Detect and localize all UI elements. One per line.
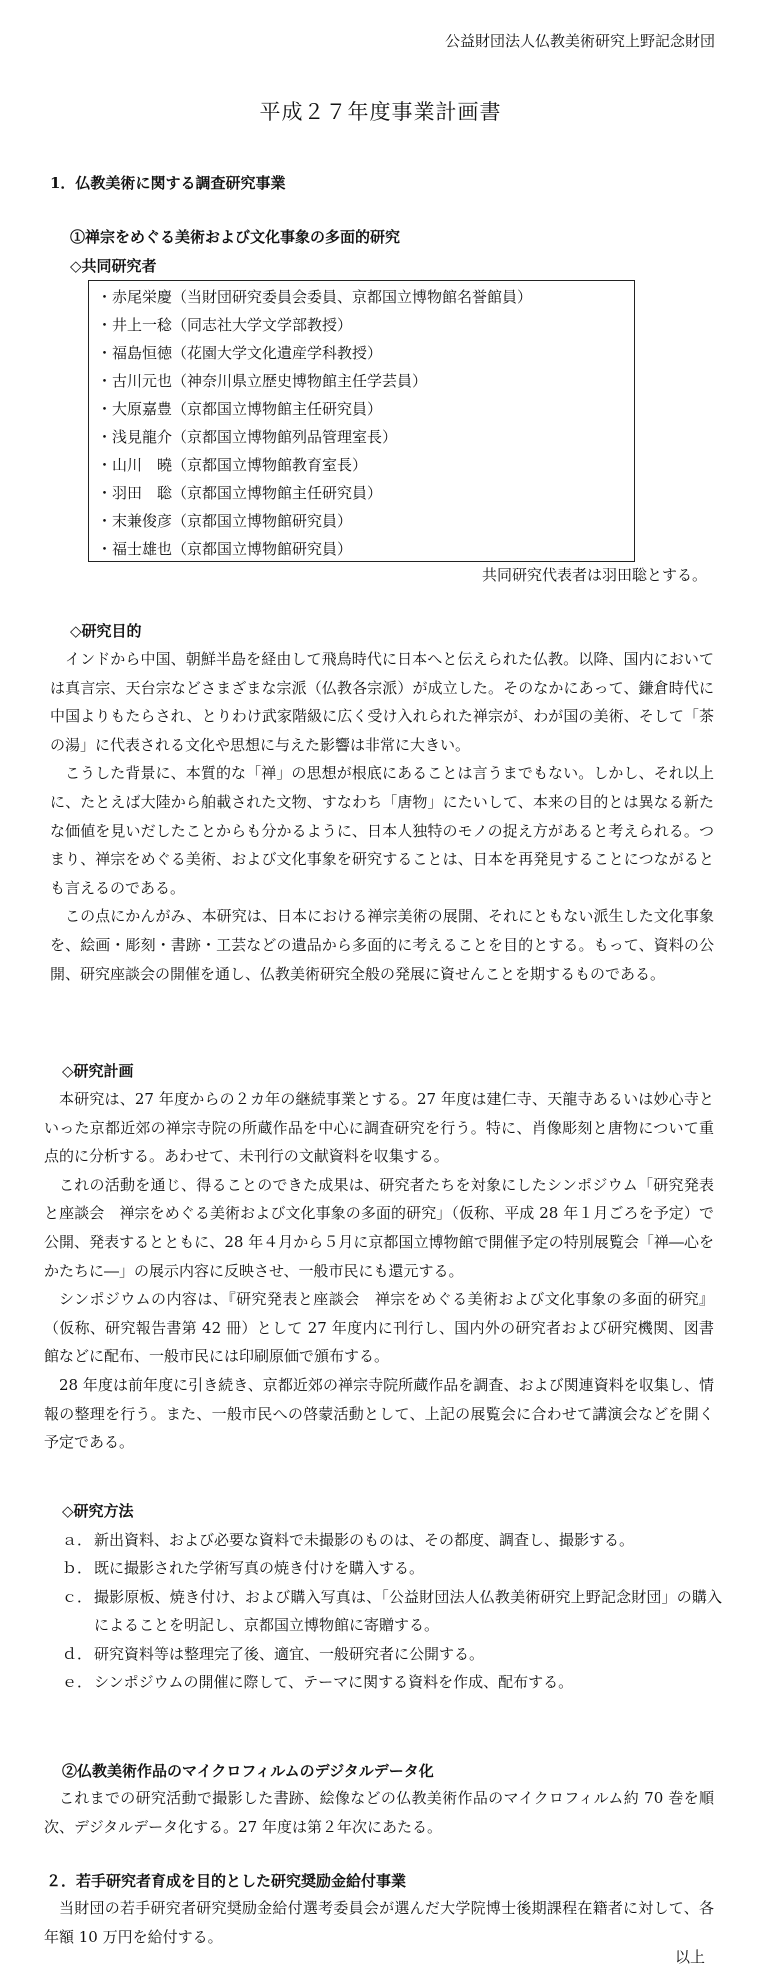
representative-note: 共同研究代表者は羽田聡とする。 xyxy=(481,566,707,584)
subsection-2-paragraph: これまでの研究活動で撮影した書跡、絵像などの仏教美術作品のマイクロフィルム約 70 巻を順次、デジタルデータ化する。27 年度は第２年次にあたる。 xyxy=(44,1789,714,1836)
subsection-1-heading: ①禅宗をめぐる美術および文化事象の多面的研究 xyxy=(70,228,401,246)
subsection-2-heading: ②仏教美術作品のマイクロフィルムのデジタルデータ化 xyxy=(62,1762,434,1780)
subsection-2-text xyxy=(44,1784,714,1841)
plan-text xyxy=(44,1085,714,1457)
method-heading: ◇研究方法 xyxy=(62,1502,134,1520)
method-text: 撮影原板、焼き付け、および購入写真は、「公益財団法人仏教美術研究上野記念財団」の購入によることを明記し、京都国立博物館に寄贈する。 xyxy=(94,1587,722,1635)
researcher-item: ・ 末兼俊彦（京都国立博物館研究員） xyxy=(97,507,634,535)
document-title: 平成２７年度事業計画書 xyxy=(259,100,502,124)
method-marker: ｂ． xyxy=(62,1559,93,1578)
researcher-item: ・ 浅見龍介（京都国立博物館列品管理室長） xyxy=(97,423,634,451)
researcher-item: ・ 古川元也（神奈川県立歴史博物館主任学芸員） xyxy=(97,367,634,395)
method-text: 研究資料等は整理完了後、適宜、一般研究者に公開する。 xyxy=(94,1644,485,1663)
purpose-paragraph: インドから中国、朝鮮半島を経由して飛鳥時代に日本へと伝えられた仏教。以降、国内においては真言宗、天台宗などさまざまな宗派（仏教各宗派）が成立した。そのなかにあって、鎌倉時代に中国よりもたらされ、とりわけ武家階級に広く受け入れられた禅宗が、わが国の美術、そして「茶の湯」に代表される文化や思想に与えた影響は非常に大きい。 xyxy=(50,650,714,754)
method-text: 新出資料、および必要な資料で未撮影のものは、その都度、調査し、撮影する。 xyxy=(94,1531,635,1549)
plan-paragraph: 本研究は、27 年度からの２カ年の継続事業とする。27 年度は建仁寺、天龍寺あるいは妙心寺といった京都近郊の禅宗寺院の所蔵作品を中心に調査研究を行う。特に、肖像彫刻と唐物について重点的に分析する。あわせて、未刊行の文献資料を収集する。 xyxy=(44,1090,714,1166)
purpose-paragraph: こうした背景に、本質的な「禅」の思想が根底にあることは言うまでもない。しかし、それ以上に、たとえば大陸から舶載された文物、すなわち「唐物」にたいして、本来の目的とは異なる新たな価値を見いだしたことからも分かるように、日本人独特のモノの捉え方があると考えられる。つまり、禅宗をめぐる美術、および文化事象を研究することは、日本を再発見することにつながるとも言えるのである。 xyxy=(50,764,714,897)
plan-paragraph: これの活動を通じ、得ることのできた成果は、研究者たちを対象にしたシンポジウム「研究発表と座談会 禅宗をめぐる美術および文化事象の多面的研究」（仮称、平成 28 年１月ごろを予定）で公開、発表するとともに、28 年４月から５月に京都国立博物館で開催予定の特別展覧会「禅―心をかたちに―」の展示内容に反映させ、一般市民にも還元する。 xyxy=(44,1175,714,1280)
plan-paragraph: 28 年度は前年度に引き続き、京都近郊の禅宗寺院所蔵作品を調査、および関連資料を収集し、情報の整理を行う。また、一般市民への啓蒙活動として、上記の展覧会に合わせて講演会などを開く予定である。 xyxy=(44,1375,714,1452)
method-item xyxy=(62,1554,722,1582)
method-item xyxy=(62,1640,722,1668)
closing-mark: 以上 xyxy=(674,1948,705,1966)
section-2-paragraph: 当財団の若手研究者研究奨励金給付選考委員会が選んだ大学院博士後期課程在籍者に対して、各年額 10 万円を給付する。 xyxy=(44,1899,714,1946)
method-text: 既に撮影された学術写真の焼き付けを購入する。 xyxy=(94,1559,425,1578)
section-2-heading: ２．若手研究者育成を目的とした研究奨励金給付事業 xyxy=(46,1872,407,1890)
method-text: シンポジウムの開催に際して、テーマに関する資料を作成、配布する。 xyxy=(94,1673,574,1692)
researcher-item: ・ 井上一稔（同志社大学文学部教授） xyxy=(97,311,634,339)
section-1-heading: 1．仏教美術に関する調査研究事業 xyxy=(50,174,286,192)
section-2-text xyxy=(44,1894,714,1951)
method-marker: ｃ． xyxy=(62,1587,93,1606)
researcher-item: ・ 福島恒徳（花園大学文化遺産学科教授） xyxy=(97,339,634,367)
researcher-item: ・ 大原嘉豊（京都国立博物館主任研究員） xyxy=(97,395,634,423)
researcher-item: ・ 福士雄也（京都国立博物館研究員） xyxy=(97,535,634,563)
method-marker: ｅ． xyxy=(62,1673,93,1692)
purpose-text xyxy=(50,645,714,988)
researchers-box xyxy=(88,280,635,562)
organization-name: 公益財団法人仏教美術研究上野記念財団 xyxy=(444,32,715,50)
plan-heading: ◇研究計画 xyxy=(62,1062,134,1080)
researcher-item: ・ 赤尾栄慶（当財団研究委員会委員、京都国立博物館名誉館員） xyxy=(97,283,634,311)
method-item xyxy=(62,1668,722,1696)
method-item xyxy=(62,1526,722,1554)
purpose-paragraph: この点にかんがみ、本研究は、日本における禅宗美術の展開、それにともない派生した文化事象を、絵画・彫刻・書跡・工芸などの遺品から多面的に考えることを目的とする。もって、資料の公開、研究座談会の開催を通し、仏教美術研究全般の発展に資せんことを期するものである。 xyxy=(50,907,714,983)
researchers-heading: ◇共同研究者 xyxy=(70,257,157,275)
researcher-item: ・ 山川 曉（京都国立博物館教育室長） xyxy=(97,451,634,479)
plan-paragraph: シンポジウムの内容は、『研究発表と座談会 禅宗をめぐる美術および文化事象の多面的研究』（仮称、研究報告書第 42 冊）として 27 年度内に刊行し、国内外の研究者および研究機関、図書館などに配布、一般市民には印刷原価で頒布する。 xyxy=(44,1290,714,1366)
purpose-heading: ◇研究目的 xyxy=(70,622,142,640)
method-marker: ｄ． xyxy=(62,1644,93,1663)
methods-list xyxy=(62,1526,722,1696)
method-marker: ａ． xyxy=(62,1531,93,1549)
method-item xyxy=(62,1583,722,1640)
researchers-list xyxy=(97,283,634,563)
researcher-item: ・ 羽田 聡（京都国立博物館主任研究員） xyxy=(97,479,634,507)
